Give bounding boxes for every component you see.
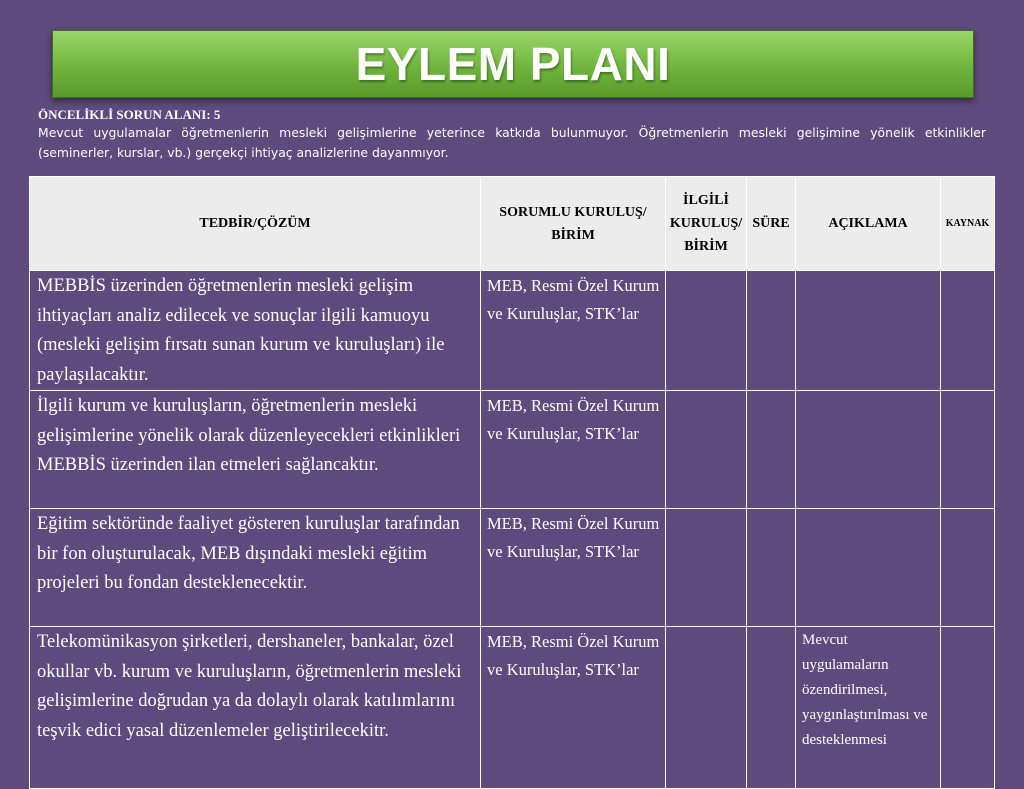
duration-cell — [747, 509, 796, 627]
duration-cell — [747, 391, 796, 509]
problem-area-title: ÖNCELİKLİ SORUN ALANI: 5 — [38, 107, 221, 122]
related-cell — [666, 271, 747, 391]
source-cell — [941, 627, 995, 789]
problem-area — [38, 106, 986, 163]
measure-cell: MEBBİS üzerinden öğretmenlerin mesleki gelişim ihtiyaçları analiz edilecek ve sonuçlar ilgili kamuoyu (mesleki gelişim fırsatı sunan kurum ve kuruluşları) ile paylaşılacaktır. — [30, 271, 481, 391]
measure-cell: Eğitim sektöründe faaliyet gösteren kuruluşlar tarafından bir fon oluşturulacak, MEB dışındaki mesleki eğitim projeleri bu fondan desteklenecektir. — [30, 509, 481, 627]
table-row — [30, 391, 995, 509]
header-description: AÇIKLAMA — [796, 177, 941, 271]
table-row — [30, 509, 995, 627]
page-title: EYLEM PLANI — [355, 38, 671, 90]
description-cell — [796, 391, 941, 509]
header-source: KAYNAK — [941, 177, 995, 271]
source-cell — [941, 271, 995, 391]
header-duration: SÜRE — [747, 177, 796, 271]
header-responsible: SORUMLU KURULUŞ/ BİRİM — [481, 177, 666, 271]
responsible-cell: MEB, Resmi Özel Kurum ve Kuruluşlar, STK’lar — [481, 271, 666, 391]
description-cell — [796, 271, 941, 391]
table-row — [30, 271, 995, 391]
header-related: İLGİLİ KURULUŞ/ BİRİM — [666, 177, 747, 271]
measure-cell: İlgili kurum ve kuruluşların, öğretmenlerin mesleki gelişimlerine yönelik olarak düzenleyecekleri etkinlikleri MEBBİS üzerinden ilan etmeleri sağlancaktır. — [30, 391, 481, 509]
related-cell — [666, 391, 747, 509]
problem-area-description: Mevcut uygulamalar öğretmenlerin mesleki gelişimlerine yeterince katkıda bulunmuyor. Öğretmenlerin mesleki gelişimine yönelik etkinlikler (seminerler, kurslar, vb.) gerçekçi ihtiyaç analizlerine dayanmıyor. — [38, 125, 986, 160]
source-cell — [941, 509, 995, 627]
responsible-cell: MEB, Resmi Özel Kurum ve Kuruluşlar, STK’lar — [481, 391, 666, 509]
duration-cell — [747, 627, 796, 789]
related-cell — [666, 627, 747, 789]
description-cell: Mevcut uygulamaların özendirilmesi, yaygınlaştırılması ve desteklenmesi — [796, 627, 941, 789]
responsible-cell: MEB, Resmi Özel Kurum ve Kuruluşlar, STK’lar — [481, 627, 666, 789]
action-plan-table — [29, 176, 995, 789]
responsible-cell: MEB, Resmi Özel Kurum ve Kuruluşlar, STK’lar — [481, 509, 666, 627]
title-banner — [52, 30, 974, 98]
header-measure: TEDBİR/ÇÖZÜM — [30, 177, 481, 271]
table-row — [30, 627, 995, 789]
duration-cell — [747, 271, 796, 391]
related-cell — [666, 509, 747, 627]
description-cell — [796, 509, 941, 627]
table-header-row — [30, 177, 995, 271]
source-cell — [941, 391, 995, 509]
measure-cell: Telekomünikasyon şirketleri, dershaneler, bankalar, özel okullar vb. kurum ve kuruluşların, öğretmenlerin mesleki gelişimlerine doğrudan ya da dolaylı olarak katılımlarını teşvik edici yasal düzenlemeler geliştirilecekitr. — [30, 627, 481, 789]
